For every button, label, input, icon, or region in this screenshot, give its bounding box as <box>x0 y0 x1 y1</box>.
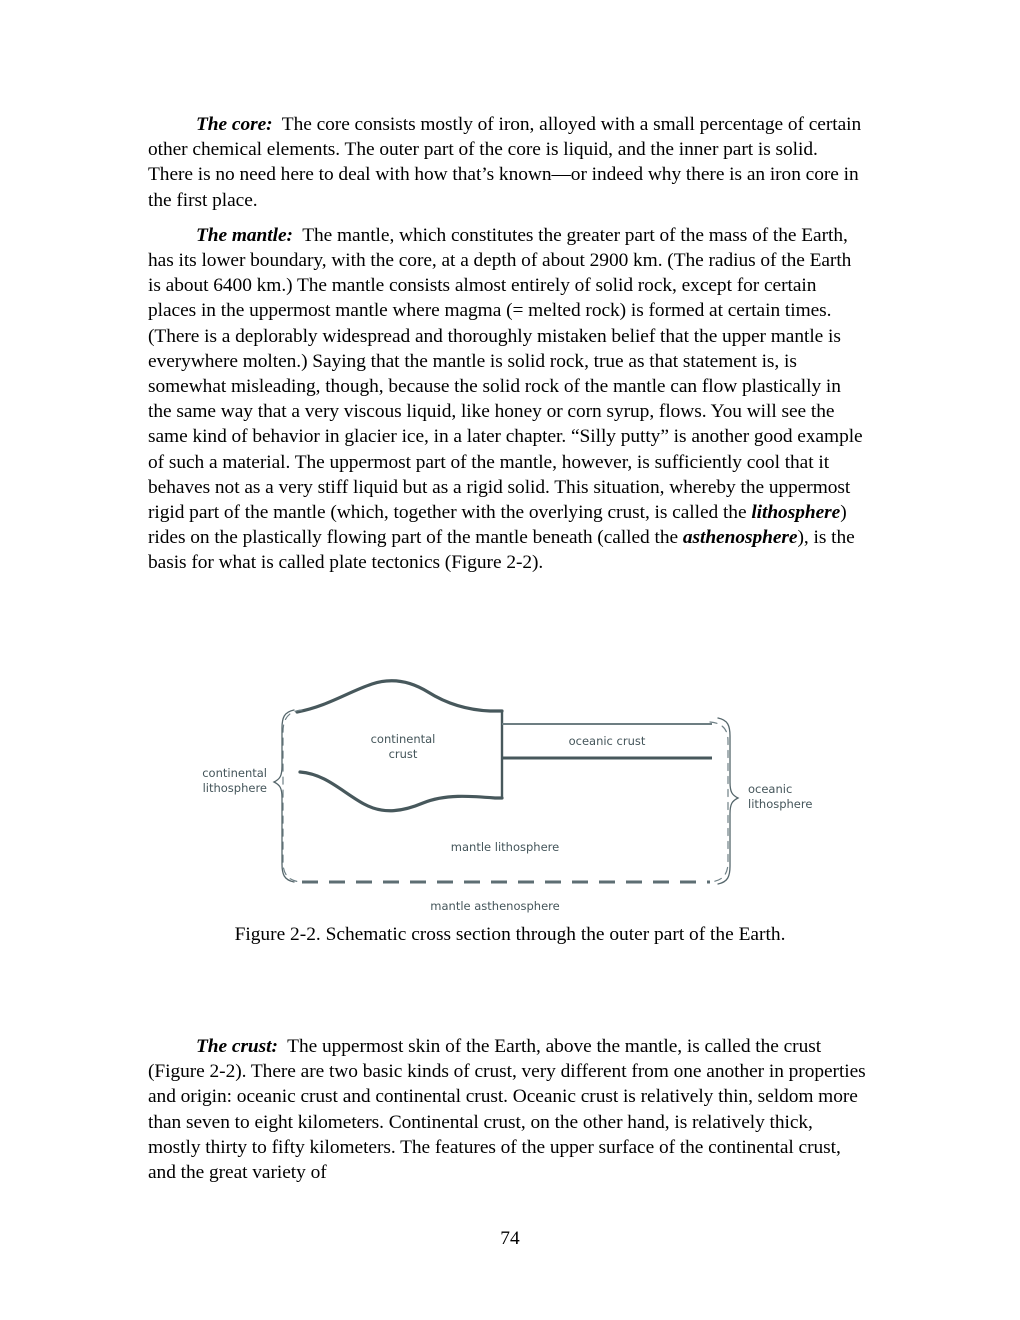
oceanic-lithosphere-outline <box>710 722 728 882</box>
paragraph-mantle-text-1: The mantle, which constitutes the greater part of the mass of the Earth, has its lower boundary, with the core, at a depth of about 2900 km. (The radius of the Earth is about 6400 km.) The mantle consists almost entirely of solid rock, except for certain places in the uppermost mantle where magma (= melted rock) is formed at certain times. (There is a deplorably widespread and thoroughly mistaken belief that the upper mantle is everywhere molten.) Saying that the mantle is solid rock, true as that statement is, is somewhat misleading, though, because the solid rock of the mantle can flow plastically in the same way that a very viscous liquid, like honey or corn syrup, flows. You will see the same kind of behavior in glacier ice, in a later chapter. “Silly putty” is another good example of such a material. The uppermost part of the mantle, however, is sufficiently cool that it behaves not as a very stiff liquid but as a rigid solid. This situation, whereby the uppermost rigid part of the mantle (which, together with the overlying crust, is called the <box>148 224 863 524</box>
paragraph-crust <box>148 1034 866 1185</box>
body-text-column <box>148 112 866 576</box>
label-oceanic-crust: oceanic crust <box>568 734 646 748</box>
label-mantle-asthenosphere: mantle asthenosphere <box>430 899 560 913</box>
run-in-heading-mantle: The mantle: <box>196 224 293 246</box>
label-continental-lithosphere-line2: lithosphere <box>202 781 267 795</box>
paragraph-core-text: The core consists mostly of iron, alloyed with a small percentage of certain other chemical elements. The outer part of the core is liquid, and the inner part is solid. There is no need here to deal with how that’s known—or indeed why there is an iron core in the first place. <box>148 114 862 211</box>
label-oceanic-lithosphere-line1: oceanic <box>748 782 793 796</box>
continental-lithosphere-brace <box>274 710 294 882</box>
label-continental-lithosphere-line1: continental <box>202 766 267 780</box>
page-number: 74 <box>500 1228 520 1249</box>
paragraph-mantle-text-2: ) rides on the plastically flowing part of the mantle beneath (called the <box>148 502 847 549</box>
label-oceanic-lithosphere-line2: lithosphere <box>748 797 813 811</box>
crust-paragraph-wrapper <box>148 1034 866 1185</box>
run-in-heading-core: The core: <box>196 114 273 135</box>
continental-lithosphere-outline <box>283 710 302 882</box>
figure-2-2-diagram <box>150 648 890 938</box>
label-continental-crust-line1: continental <box>370 732 436 746</box>
figure-2-2 <box>0 648 1020 948</box>
label-continental-crust-line2: crust <box>388 747 418 761</box>
paragraph-mantle-text-3: ), is the basis for what is called plate tectonics (Figure 2-2). <box>148 527 855 574</box>
figure-caption: Figure 2-2. Schematic cross section through the outer part of the Earth. <box>234 924 786 945</box>
paragraph-mantle <box>148 223 866 576</box>
term-lithosphere: lithosphere <box>751 502 841 524</box>
continental-crust-top-boundary <box>297 681 502 712</box>
run-in-heading-crust: The crust: <box>196 1036 278 1057</box>
paragraph-core <box>148 112 866 213</box>
continental-crust-bottom-boundary <box>300 772 502 811</box>
label-mantle-lithosphere: mantle lithosphere <box>450 840 560 854</box>
paragraph-crust-text: The uppermost skin of the Earth, above the mantle, is called the crust (Figure 2-2). There are two basic kinds of crust, very different from one another in properties and origin: oceanic crust and continental crust. Oceanic crust is relatively thin, seldom more than seven to eight kilometers. Continental crust, on the other hand, is relatively thick, mostly thirty to fifty kilometers. The features of the upper surface of the continental crust, and the great variety of <box>148 1036 866 1184</box>
term-asthenosphere: asthenosphere <box>682 527 798 549</box>
